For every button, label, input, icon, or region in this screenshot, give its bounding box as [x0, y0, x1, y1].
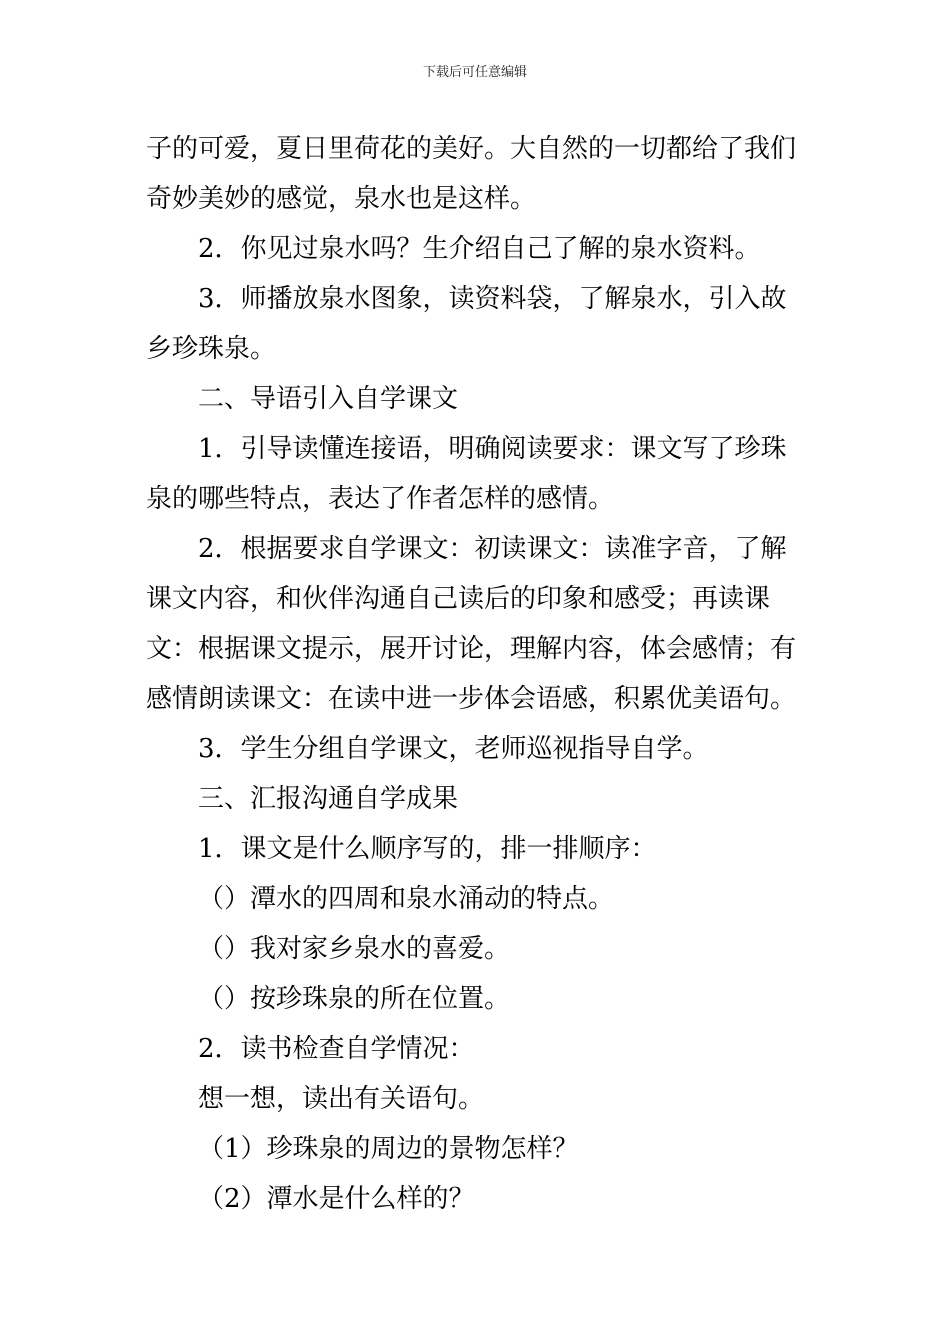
- document-body: [146, 124, 808, 1224]
- order-option-3: （）按珍珠泉的所在位置。: [198, 984, 511, 1014]
- paragraph-item-3: 3．师播放泉水图象，读资料袋，了解泉水，引入故乡珍珠泉。: [146, 284, 787, 364]
- section-heading-3: 三、汇报沟通自学成果: [198, 784, 459, 814]
- question-2: （2）潭水是什么样的？: [198, 1184, 475, 1214]
- paragraph-item-2c: 2．读书检查自学情况：: [198, 1034, 475, 1064]
- question-1: （1）珍珠泉的周边的景物怎样？: [198, 1134, 579, 1164]
- paragraph-item-3b: 3．学生分组自学课文，老师巡视指导自学。: [198, 734, 709, 764]
- paragraph-item-1c: 1．课文是什么顺序写的，排一排顺序：: [198, 834, 657, 864]
- order-option-2: （）我对家乡泉水的喜爱。: [198, 934, 511, 964]
- paragraph-continuation: 子的可爱，夏日里荷花的美好。大自然的一切都给了我们奇妙美妙的感觉，泉水也是这样。: [146, 134, 797, 214]
- paragraph-item-2b: 2．根据要求自学课文：初读课文：读准字音，了解课文内容，和伙伴沟通自己读后的印象和感受；再读课文：根据课文提示，展开讨论，理解内容，体会感情；有感情朗读课文：在读中进一步体会语感，积累优美语句。: [146, 534, 797, 714]
- order-option-1: （）潭水的四周和泉水涌动的特点。: [198, 884, 615, 914]
- section-heading-2: 二、导语引入自学课文: [198, 384, 459, 414]
- page-header-note: 下载后可任意编辑: [422, 65, 527, 80]
- paragraph-item-1: 1．引导读懂连接语，明确阅读要求：课文写了珍珠泉的哪些特点，表达了作者怎样的感情。: [146, 434, 787, 514]
- paragraph-item-2: 2．你见过泉水吗？生介绍自己了解的泉水资料。: [198, 234, 761, 264]
- paragraph-instruction: 想一想，读出有关语句。: [198, 1084, 485, 1114]
